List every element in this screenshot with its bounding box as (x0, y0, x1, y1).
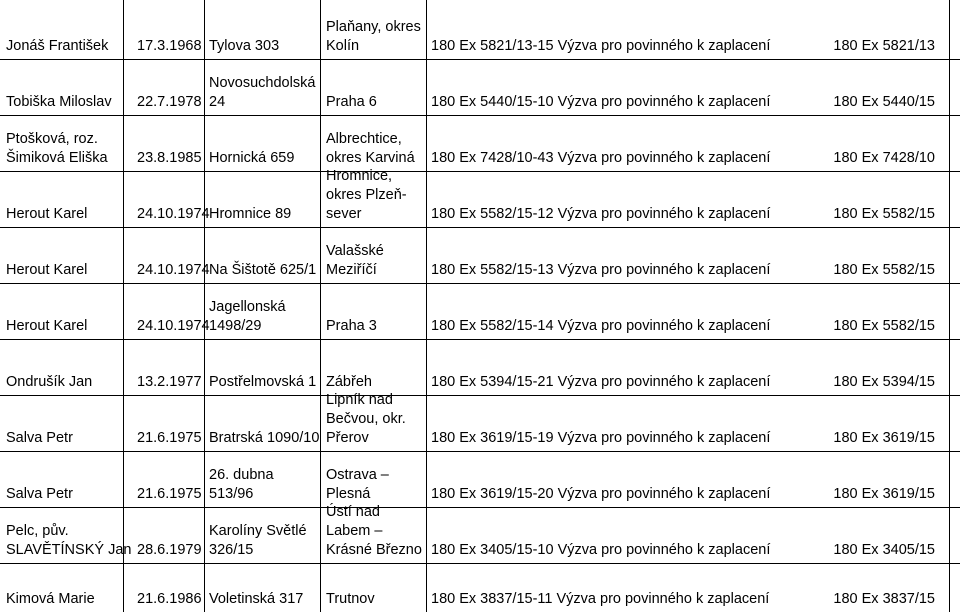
birth-date: 21.6.1986 (137, 591, 202, 607)
case-reference: 180 Ex 5821/13 (833, 38, 935, 54)
debtor-name: Jonáš František (6, 38, 109, 54)
street-address: Tylova 303 (209, 38, 280, 54)
street-address: Bratrská 1090/10 (209, 430, 320, 446)
document-description: 180 Ex 5394/15-21 Výzva pro povinného k zaplacení (431, 374, 771, 390)
city: Plaňany, okres Kolín (326, 19, 421, 54)
document-description: 180 Ex 5582/15-12 Výzva pro povinného k zaplacení (431, 206, 771, 222)
city: Valašské Meziříčí (326, 243, 384, 278)
table-row (0, 115, 960, 171)
table-row (0, 504, 960, 563)
table-row (0, 0, 960, 59)
case-reference: 180 Ex 3619/15 (833, 430, 935, 446)
document-description: 180 Ex 3837/15-11 Výzva pro povinného k zaplacení (431, 591, 770, 607)
city: Hromnice, okres Plzeň- sever (326, 168, 407, 222)
document-description: 180 Ex 3405/15-10 Výzva pro povinného k zaplacení (431, 542, 771, 558)
birth-date: 21.6.1975 (137, 486, 202, 502)
birth-date: 17.3.1968 (137, 38, 202, 54)
case-reference: 180 Ex 5582/15 (833, 206, 935, 222)
table-row (0, 283, 960, 339)
document-description: 180 Ex 3619/15-19 Výzva pro povinného k zaplacení (431, 430, 771, 446)
table-row (0, 227, 960, 283)
birth-date: 13.2.1977 (137, 374, 202, 390)
street-address: Jagellonská 1498/29 (209, 299, 286, 334)
table-row (0, 392, 960, 451)
document-description: 180 Ex 5440/15-10 Výzva pro povinného k zaplacení (431, 94, 771, 110)
table-row (0, 563, 960, 612)
city: Praha 6 (326, 94, 377, 110)
city: Praha 3 (326, 318, 377, 334)
street-address: Na Šištotě 625/1 (209, 262, 317, 278)
city: Ostrava – Plesná (326, 467, 389, 502)
debtor-name: Kimová Marie (6, 591, 95, 607)
city: Trutnov (326, 591, 375, 607)
case-reference: 180 Ex 5440/15 (833, 94, 935, 110)
street-address: Postřelmovská 1 (209, 374, 317, 390)
document-description: 180 Ex 5582/15-13 Výzva pro povinného k zaplacení (431, 262, 771, 278)
table-row (0, 339, 960, 395)
case-reference: 180 Ex 5582/15 (833, 262, 935, 278)
street-address: 26. dubna 513/96 (209, 467, 274, 502)
debtor-name: Pelc, pův. SLAVĚTÍNSKÝ Jan (6, 523, 132, 558)
city: Zábřeh (326, 374, 372, 390)
document-description: 180 Ex 5582/15-14 Výzva pro povinného k zaplacení (431, 318, 771, 334)
birth-date: 28.6.1979 (137, 542, 202, 558)
city: Albrechtice, okres Karviná (326, 131, 415, 166)
debtor-name: Herout Karel (6, 318, 88, 334)
case-reference: 180 Ex 5582/15 (833, 318, 935, 334)
debtor-name: Herout Karel (6, 262, 88, 278)
street-address: Novosuchdolská 24 (209, 75, 316, 110)
table-row (0, 451, 960, 507)
case-reference: 180 Ex 7428/10 (833, 150, 935, 166)
case-reference: 180 Ex 3837/15 (833, 591, 935, 607)
birth-date: 23.8.1985 (137, 150, 202, 166)
birth-date: 22.7.1978 (137, 94, 202, 110)
debtor-name: Tobiška Miloslav (6, 94, 112, 110)
case-reference: 180 Ex 5394/15 (833, 374, 935, 390)
birth-date: 24.10.1974 (137, 262, 210, 278)
street-address: Hromnice 89 (209, 206, 292, 222)
document-description: 180 Ex 7428/10-43 Výzva pro povinného k zaplacení (431, 150, 771, 166)
street-address: Karolíny Světlé 326/15 (209, 523, 307, 558)
debtor-name: Herout Karel (6, 206, 88, 222)
table-row (0, 168, 960, 227)
street-address: Voletinská 317 (209, 591, 304, 607)
street-address: Hornická 659 (209, 150, 295, 166)
table-row (0, 59, 960, 115)
case-reference: 180 Ex 3619/15 (833, 486, 935, 502)
birth-date: 21.6.1975 (137, 430, 202, 446)
debtor-name: Ondrušík Jan (6, 374, 93, 390)
debtor-name: Salva Petr (6, 430, 73, 446)
debtor-name: Ptošková, roz. Šimiková Eliška (6, 131, 108, 166)
document-description: 180 Ex 5821/13-15 Výzva pro povinného k zaplacení (431, 38, 771, 54)
case-reference: 180 Ex 3405/15 (833, 542, 935, 558)
document-description: 180 Ex 3619/15-20 Výzva pro povinného k zaplacení (431, 486, 771, 502)
city: Ústí nad Labem – Krásné Březno (326, 504, 422, 558)
debtor-name: Salva Petr (6, 486, 73, 502)
city: Lipník nad Bečvou, okr. Přerov (326, 392, 406, 446)
birth-date: 24.10.1974 (137, 318, 210, 334)
birth-date: 24.10.1974 (137, 206, 210, 222)
